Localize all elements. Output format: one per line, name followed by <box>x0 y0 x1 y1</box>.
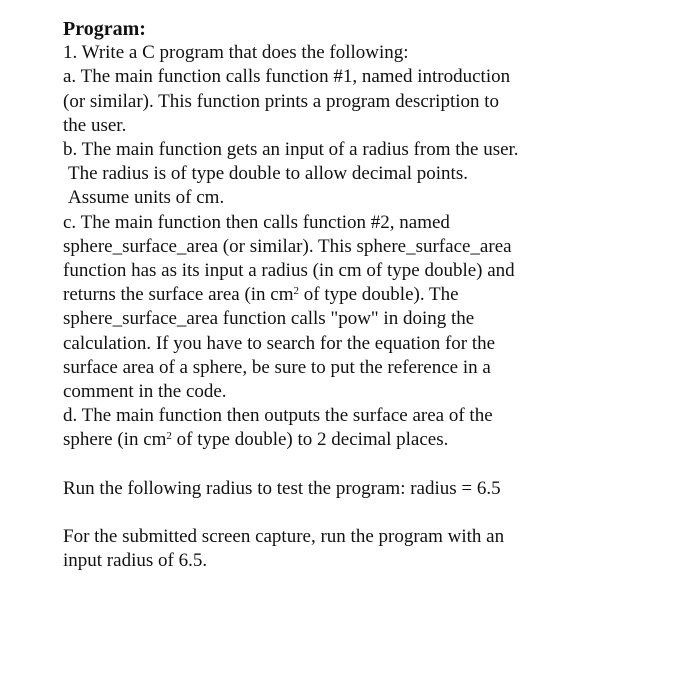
spacer <box>63 453 663 477</box>
section-b-line: b. The main function gets an input of a radius from the user. <box>63 139 519 161</box>
section-c-line: calculation. If you have to search for the equation for the <box>63 332 496 354</box>
section-b-line: The radius is of type double to allow decimal points. <box>68 163 468 185</box>
section-c-line <box>63 283 663 307</box>
section-b <box>63 138 663 211</box>
page-title: Program: <box>63 18 146 40</box>
text-span: sphere (in cm <box>63 429 167 451</box>
section-a-line: (or similar). This function prints a program description to <box>63 90 500 112</box>
section-a <box>63 65 663 138</box>
document <box>63 17 663 574</box>
section-a-line: the user. <box>63 114 127 136</box>
superscript: 2 <box>293 284 300 297</box>
section-c-line: sphere_surface_area (or similar). This sphere_surface_area <box>63 235 512 257</box>
text-span: returns the surface area (in cm <box>63 284 294 306</box>
section-d-line <box>63 428 663 452</box>
submit-line: input radius of 6.5. <box>63 550 208 572</box>
item-1-heading: 1. Write a C program that does the following: <box>63 42 409 64</box>
section-c-line: c. The main function then calls function #2, named <box>63 211 450 233</box>
section-c-line: surface area of a sphere, be sure to put the reference in a <box>63 356 491 378</box>
submit-line: For the submitted screen capture, run the program with an <box>63 526 505 548</box>
section-c-line: sphere_surface_area function calls "pow" in doing the <box>63 308 475 330</box>
spacer <box>63 501 663 525</box>
submit-instruction <box>63 525 663 573</box>
section-d-line: d. The main function then outputs the surface area of the <box>63 405 493 427</box>
section-b-line: Assume units of cm. <box>68 187 225 209</box>
section-c-line: function has as its input a radius (in cm of type double) and <box>63 260 515 282</box>
run-instruction: Run the following radius to test the program: radius = 6.5 <box>63 477 501 499</box>
text-span: of type double) to 2 decimal places. <box>171 429 449 451</box>
section-a-line: a. The main function calls function #1, named introduction <box>63 66 511 88</box>
section-c-line: comment in the code. <box>63 381 227 403</box>
superscript: 2 <box>166 430 172 443</box>
section-c <box>63 211 663 405</box>
section-d <box>63 404 663 452</box>
text-span: of type double). The <box>299 284 459 306</box>
